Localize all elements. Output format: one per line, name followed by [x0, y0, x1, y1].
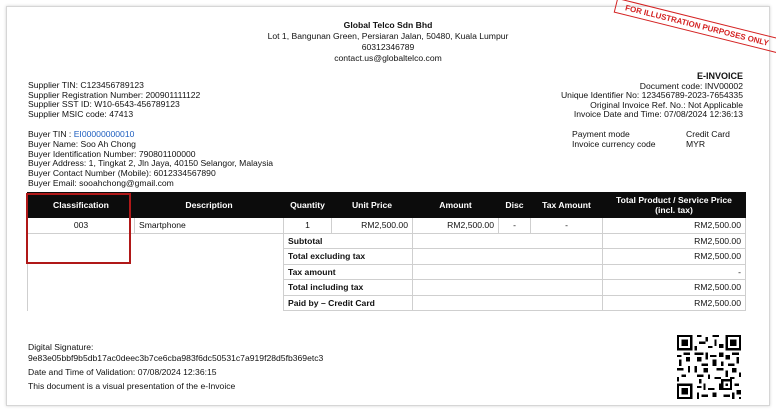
- qr-code-icon: [677, 335, 741, 399]
- einvoice-note: This document is a visual presentation of the e-Invoice: [28, 381, 236, 391]
- supplier-registration: Supplier Registration Number: 200901111122: [28, 89, 201, 100]
- summary-label: Subtotal: [284, 233, 413, 249]
- document-code: Document code: INV00002: [639, 80, 743, 91]
- cell-total: RM2,500.00: [603, 218, 746, 234]
- buyer-email: Buyer Email: sooahchong@gmail.com: [28, 177, 174, 188]
- unique-identifier: Unique Identifier No: 123456789-2023-7654335: [560, 90, 743, 101]
- cell-unit-price: RM2,500.00: [332, 218, 413, 234]
- column-header-total-price: Total Product / Service Price (incl. tax): [603, 193, 746, 218]
- summary-label: Paid by – Credit Card: [284, 295, 413, 311]
- summary-value: RM2,500.00: [603, 249, 746, 265]
- supplier-sst: Supplier SST ID: W10-6543-456789123: [28, 99, 180, 110]
- summary-label: Total excluding tax: [284, 249, 413, 265]
- cell-quantity: 1: [284, 218, 332, 234]
- invoice-datetime: Invoice Date and Time: 07/08/2024 12:36:13: [573, 109, 743, 120]
- currency-code-value: MYR: [686, 138, 706, 149]
- invoice-items-table: [27, 192, 746, 311]
- buyer-identification: Buyer Identification Number: 790801100000: [28, 148, 196, 159]
- buyer-contact: Buyer Contact Number (Mobile): 6012334567890: [28, 168, 216, 179]
- payment-mode-value: Credit Card: [686, 129, 730, 139]
- summary-value: RM2,500.00: [603, 233, 746, 249]
- classification-highlight-box: [26, 193, 131, 264]
- validation-datetime: Date and Time of Validation: 07/08/2024 12:36:15: [28, 367, 217, 377]
- supplier-tin: Supplier TIN: C123456789123: [28, 80, 144, 90]
- illustration-stamp: FOR ILLUSTRATION PURPOSES ONLY: [614, 0, 776, 53]
- buyer-address: Buyer Address: 1, Tingkat 2, Jln Jaya, 40150 Selangor, Malaysia: [28, 158, 274, 169]
- company-email: contact.us@globaltelco.com: [334, 53, 442, 63]
- table-header-row: [28, 193, 746, 218]
- einvoice-details: [561, 72, 743, 120]
- supplier-msic: Supplier MSIC code: 47413: [28, 108, 134, 119]
- payment-details: [572, 130, 730, 150]
- cell-amount: RM2,500.00: [413, 218, 499, 234]
- buyer-details: [28, 130, 273, 189]
- summary-value: RM2,500.00: [603, 295, 746, 311]
- original-invoice-ref: Original Invoice Ref. No.: Not Applicable: [590, 99, 743, 110]
- cell-description: Smartphone: [135, 218, 284, 234]
- column-header-amount: Amount: [413, 193, 499, 218]
- column-header-classification: Classification: [28, 193, 135, 218]
- footer: [28, 342, 323, 393]
- cell-tax-amount: -: [531, 218, 603, 234]
- table-row: [28, 218, 746, 234]
- column-header-description: Description: [135, 193, 284, 218]
- summary-blank: [413, 249, 603, 265]
- einvoice-title: E-INVOICE: [696, 71, 743, 81]
- currency-code-label: Invoice currency code: [572, 138, 656, 149]
- summary-blank: [413, 233, 603, 249]
- summary-row-subtotal: [28, 233, 746, 249]
- column-header-unit-price: Unit Price: [332, 193, 413, 218]
- column-header-tax-amount: Tax Amount: [531, 193, 603, 218]
- supplier-details: [28, 81, 200, 119]
- column-header-disc: Disc: [499, 193, 531, 218]
- summary-label: Total including tax: [284, 280, 413, 296]
- summary-blank: [413, 295, 603, 311]
- column-header-quantity: Quantity: [284, 193, 332, 218]
- buyer-name: Buyer Name: Soo Ah Chong: [28, 138, 136, 149]
- summary-value: RM2,500.00: [603, 280, 746, 296]
- buyer-tin-value: EI00000000010: [73, 129, 135, 139]
- summary-value: -: [603, 264, 746, 280]
- digital-signature-label: Digital Signature:: [28, 342, 94, 352]
- payment-mode-label: Payment mode: [572, 129, 630, 139]
- summary-label: Tax amount: [284, 264, 413, 280]
- company-phone: 60312346789: [361, 42, 415, 52]
- buyer-tin-label: Buyer TIN :: [28, 129, 74, 139]
- digital-signature-value: 9e83e05bbf9b5db17ac0deec3b7ce6cba983f6dc50531c7a919f28d5fb369etc3: [28, 353, 324, 363]
- company-address: Lot 1, Bangunan Green, Persiaran Jalan, 50480, Kuala Lumpur: [267, 31, 509, 41]
- cell-classification: 003: [28, 218, 135, 234]
- cell-disc: -: [499, 218, 531, 234]
- summary-blank: [413, 280, 603, 296]
- summary-blank: [413, 264, 603, 280]
- company-name-text: Global Telco Sdn Bhd: [343, 20, 433, 30]
